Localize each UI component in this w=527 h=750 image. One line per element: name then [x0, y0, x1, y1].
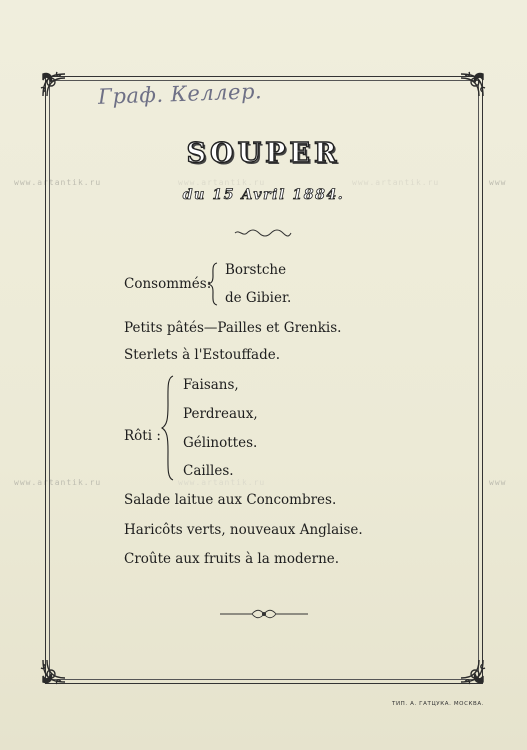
watermark-left-2: www.artantik.ru	[14, 478, 102, 487]
corner-ornament-icon	[39, 70, 69, 100]
brace-icon	[207, 262, 219, 306]
roti-item: Faisans,	[183, 377, 239, 393]
consommes-label: Consommés:	[124, 276, 212, 292]
roti-item: Perdreaux,	[183, 406, 258, 422]
dish-line: Salade laitue aux Concombres.	[124, 492, 337, 508]
corner-ornament-icon	[457, 656, 487, 686]
dish-line: Haricôts verts, nouveaux Anglaise.	[124, 522, 363, 538]
printer-mark: ТИП. А. ГАТЦУКА. МОСКВА.	[392, 701, 485, 707]
watermark-edge-2: www	[489, 478, 507, 487]
roti-item: Gélinottes.	[183, 435, 258, 451]
consommes-item: Borstche	[225, 262, 287, 278]
corner-ornament-icon	[39, 656, 69, 686]
watermark-center-2: www.artantik.ru	[178, 478, 266, 487]
squiggle-divider-icon	[234, 228, 292, 238]
menu-date: du 15 Avril 1884.	[182, 187, 345, 203]
frame-inner-border	[49, 80, 479, 680]
corner-ornament-icon	[457, 70, 487, 100]
roti-label: Rôti :	[124, 428, 161, 444]
consommes-item: de Gibier.	[225, 290, 292, 306]
menu-title: SOUPER	[186, 138, 341, 169]
watermark-edge-1: www	[489, 178, 507, 187]
handwritten-note: Граф. Келлер.	[97, 79, 263, 109]
dish-line: Petits pâtés—Pailles et Grenkis.	[124, 320, 342, 336]
watermark-right: www.artantik.ru	[352, 178, 440, 187]
roti-item: Cailles.	[183, 463, 234, 479]
watermark-left-1: www.artantik.ru	[14, 178, 102, 187]
watermark-center: www.artantik.ru	[178, 178, 266, 187]
dish-line: Sterlets à l'Estouffade.	[124, 347, 281, 363]
bottom-ornament-icon	[218, 608, 310, 620]
dish-line: Croûte aux fruits à la moderne.	[124, 551, 340, 567]
brace-icon	[161, 375, 175, 481]
